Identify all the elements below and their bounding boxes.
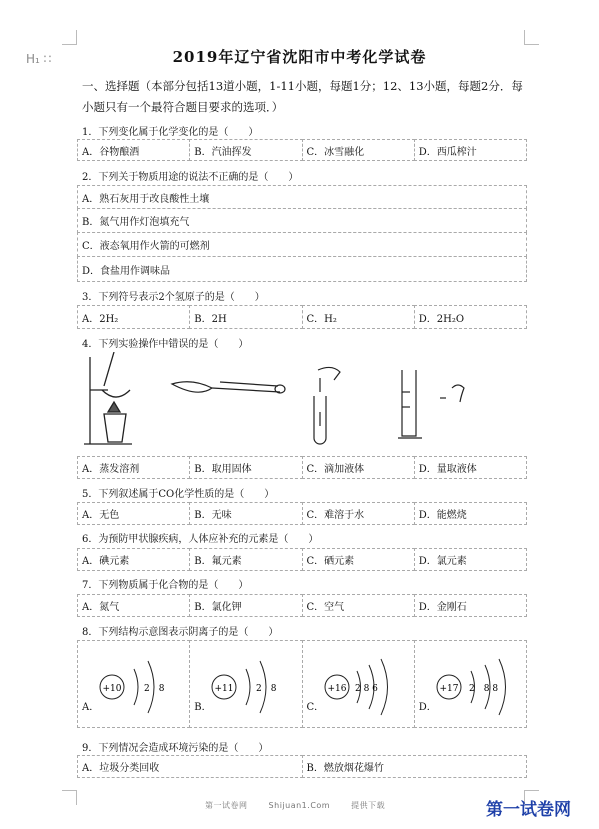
option-c[interactable]: [302, 640, 415, 728]
section-heading: 一、选择题（本部分包括13道小题，1-11小题，每题1分；12、13小题，每题2分．每小题只有一个最符合题目要求的选项．）: [82, 79, 523, 114]
question-2-option-row: [77, 208, 526, 233]
question-9-options: [77, 755, 526, 778]
shell-label: 2 8 6: [354, 684, 378, 694]
option-c[interactable]: C．难溶于水: [302, 502, 415, 525]
option-b[interactable]: B．2H: [189, 305, 302, 329]
option-label: C．: [306, 702, 325, 713]
brand-watermark: 第一试卷网: [486, 800, 571, 820]
shell-label: 2 8 8: [468, 684, 498, 694]
option-c[interactable]: C．H₂: [302, 305, 415, 329]
corner-mark: [62, 790, 77, 805]
option-b[interactable]: B．氯化钾: [189, 594, 302, 617]
question-1-options: [77, 139, 526, 161]
page-footer: [205, 800, 403, 811]
nucleus-label: +10: [102, 684, 122, 694]
option-a[interactable]: A．熟石灰用于改良酸性土壤: [77, 185, 527, 209]
option-label: A．: [82, 702, 100, 713]
atom-diagram-c: [319, 655, 415, 719]
question-2-option-row: [77, 256, 526, 282]
option-c[interactable]: C．液态氧用作火箭的可燃剂: [77, 232, 527, 257]
atom-diagram-d: [431, 655, 527, 719]
option-d[interactable]: D．氯元素: [414, 548, 527, 571]
question-5-options: [77, 502, 526, 525]
footer-site-name: 第一试卷网: [205, 801, 248, 810]
option-b[interactable]: B．汽油挥发: [189, 139, 302, 161]
option-b[interactable]: B．取用固体: [189, 456, 302, 479]
option-c[interactable]: C．空气: [302, 594, 415, 617]
graduated-cylinder: [398, 370, 464, 438]
question-2-option-row: [77, 185, 526, 209]
option-d[interactable]: D．食盐用作调味品: [77, 256, 527, 282]
option-b[interactable]: B．无味: [189, 502, 302, 525]
dropper-test-tube: [314, 367, 340, 444]
question-8-stem: 8．下列结构示意图表示阴离子的是（ ）: [82, 627, 279, 638]
heading-style-icon[interactable]: H₁ ∷: [26, 52, 52, 66]
question-2-stem: 2．下列关于物质用途的说法不正确的是（ ）: [82, 172, 299, 183]
page-title: 2019年辽宁省沈阳市中考化学试卷: [172, 48, 427, 66]
shell-label: 2 8: [144, 684, 165, 694]
question-7-stem: 7．下列物质属于化合物的是（ ）: [82, 580, 249, 591]
option-a[interactable]: A．无色: [77, 502, 190, 525]
option-a[interactable]: A．垃圾分类回收: [77, 755, 303, 778]
footer-note: 提供下载: [351, 801, 386, 810]
nucleus-label: +16: [327, 684, 346, 694]
question-4-stem: 4．下列实验操作中错误的是（ ）: [82, 339, 249, 350]
footer-site-url: Shijuan1.Com: [268, 801, 331, 810]
question-9-stem: 9．下列情况会造成环境污染的是（ ）: [82, 743, 269, 754]
option-c[interactable]: C．滴加液体: [302, 456, 415, 479]
option-d[interactable]: D．金刚石: [414, 594, 527, 617]
option-d[interactable]: D．2H₂O: [414, 305, 527, 329]
option-a[interactable]: A．蒸发溶剂: [77, 456, 190, 479]
option-a[interactable]: A．碘元素: [77, 548, 190, 571]
option-d[interactable]: D．能燃烧: [414, 502, 527, 525]
atom-diagram-b: [206, 655, 296, 719]
option-d[interactable]: D．西瓜榨汁: [414, 139, 527, 161]
question-2-option-row: [77, 232, 526, 257]
nucleus-label: +17: [439, 684, 459, 694]
evaporation-apparatus: [84, 352, 132, 444]
question-1-stem: 1．下列变化属于化学变化的是（ ）: [82, 127, 259, 138]
question-3-stem: 3．下列符号表示2个氢原子的是（ ）: [82, 292, 265, 303]
option-b[interactable]: B．燃放烟花爆竹: [302, 755, 528, 778]
option-a[interactable]: A．谷物酿酒: [77, 139, 190, 161]
option-b[interactable]: B．氮气用作灯泡填充气: [77, 208, 527, 233]
question-7-options: [77, 594, 526, 617]
option-label: B．: [194, 702, 212, 713]
option-a[interactable]: A．氮气: [77, 594, 190, 617]
option-label: D．: [418, 702, 437, 713]
question-3-options: [77, 305, 526, 329]
option-c[interactable]: C．冰雪融化: [302, 139, 415, 161]
question-4-options: [77, 456, 526, 479]
nucleus-label: +11: [214, 684, 234, 694]
question-6-stem: 6．为预防甲状腺疾病，人体应补充的元素是（ ）: [82, 534, 319, 545]
corner-mark: [62, 30, 77, 45]
corner-mark: [524, 30, 539, 45]
solid-handling: [172, 382, 285, 393]
option-d[interactable]: [414, 640, 527, 728]
option-a[interactable]: [77, 640, 190, 728]
question-5-stem: 5．下列叙述属于CO化学性质的是（ ）: [82, 489, 275, 500]
atom-diagram-a: [94, 655, 184, 719]
option-b[interactable]: B．氟元素: [189, 548, 302, 571]
lab-operations-figure: [80, 352, 525, 448]
question-6-options: [77, 548, 526, 571]
option-c[interactable]: C．硒元素: [302, 548, 415, 571]
option-d[interactable]: D．量取液体: [414, 456, 527, 479]
option-b[interactable]: [189, 640, 302, 728]
option-a[interactable]: A．2H₂: [77, 305, 190, 329]
question-8-options: [77, 640, 526, 730]
shell-label: 2 8: [256, 684, 277, 694]
